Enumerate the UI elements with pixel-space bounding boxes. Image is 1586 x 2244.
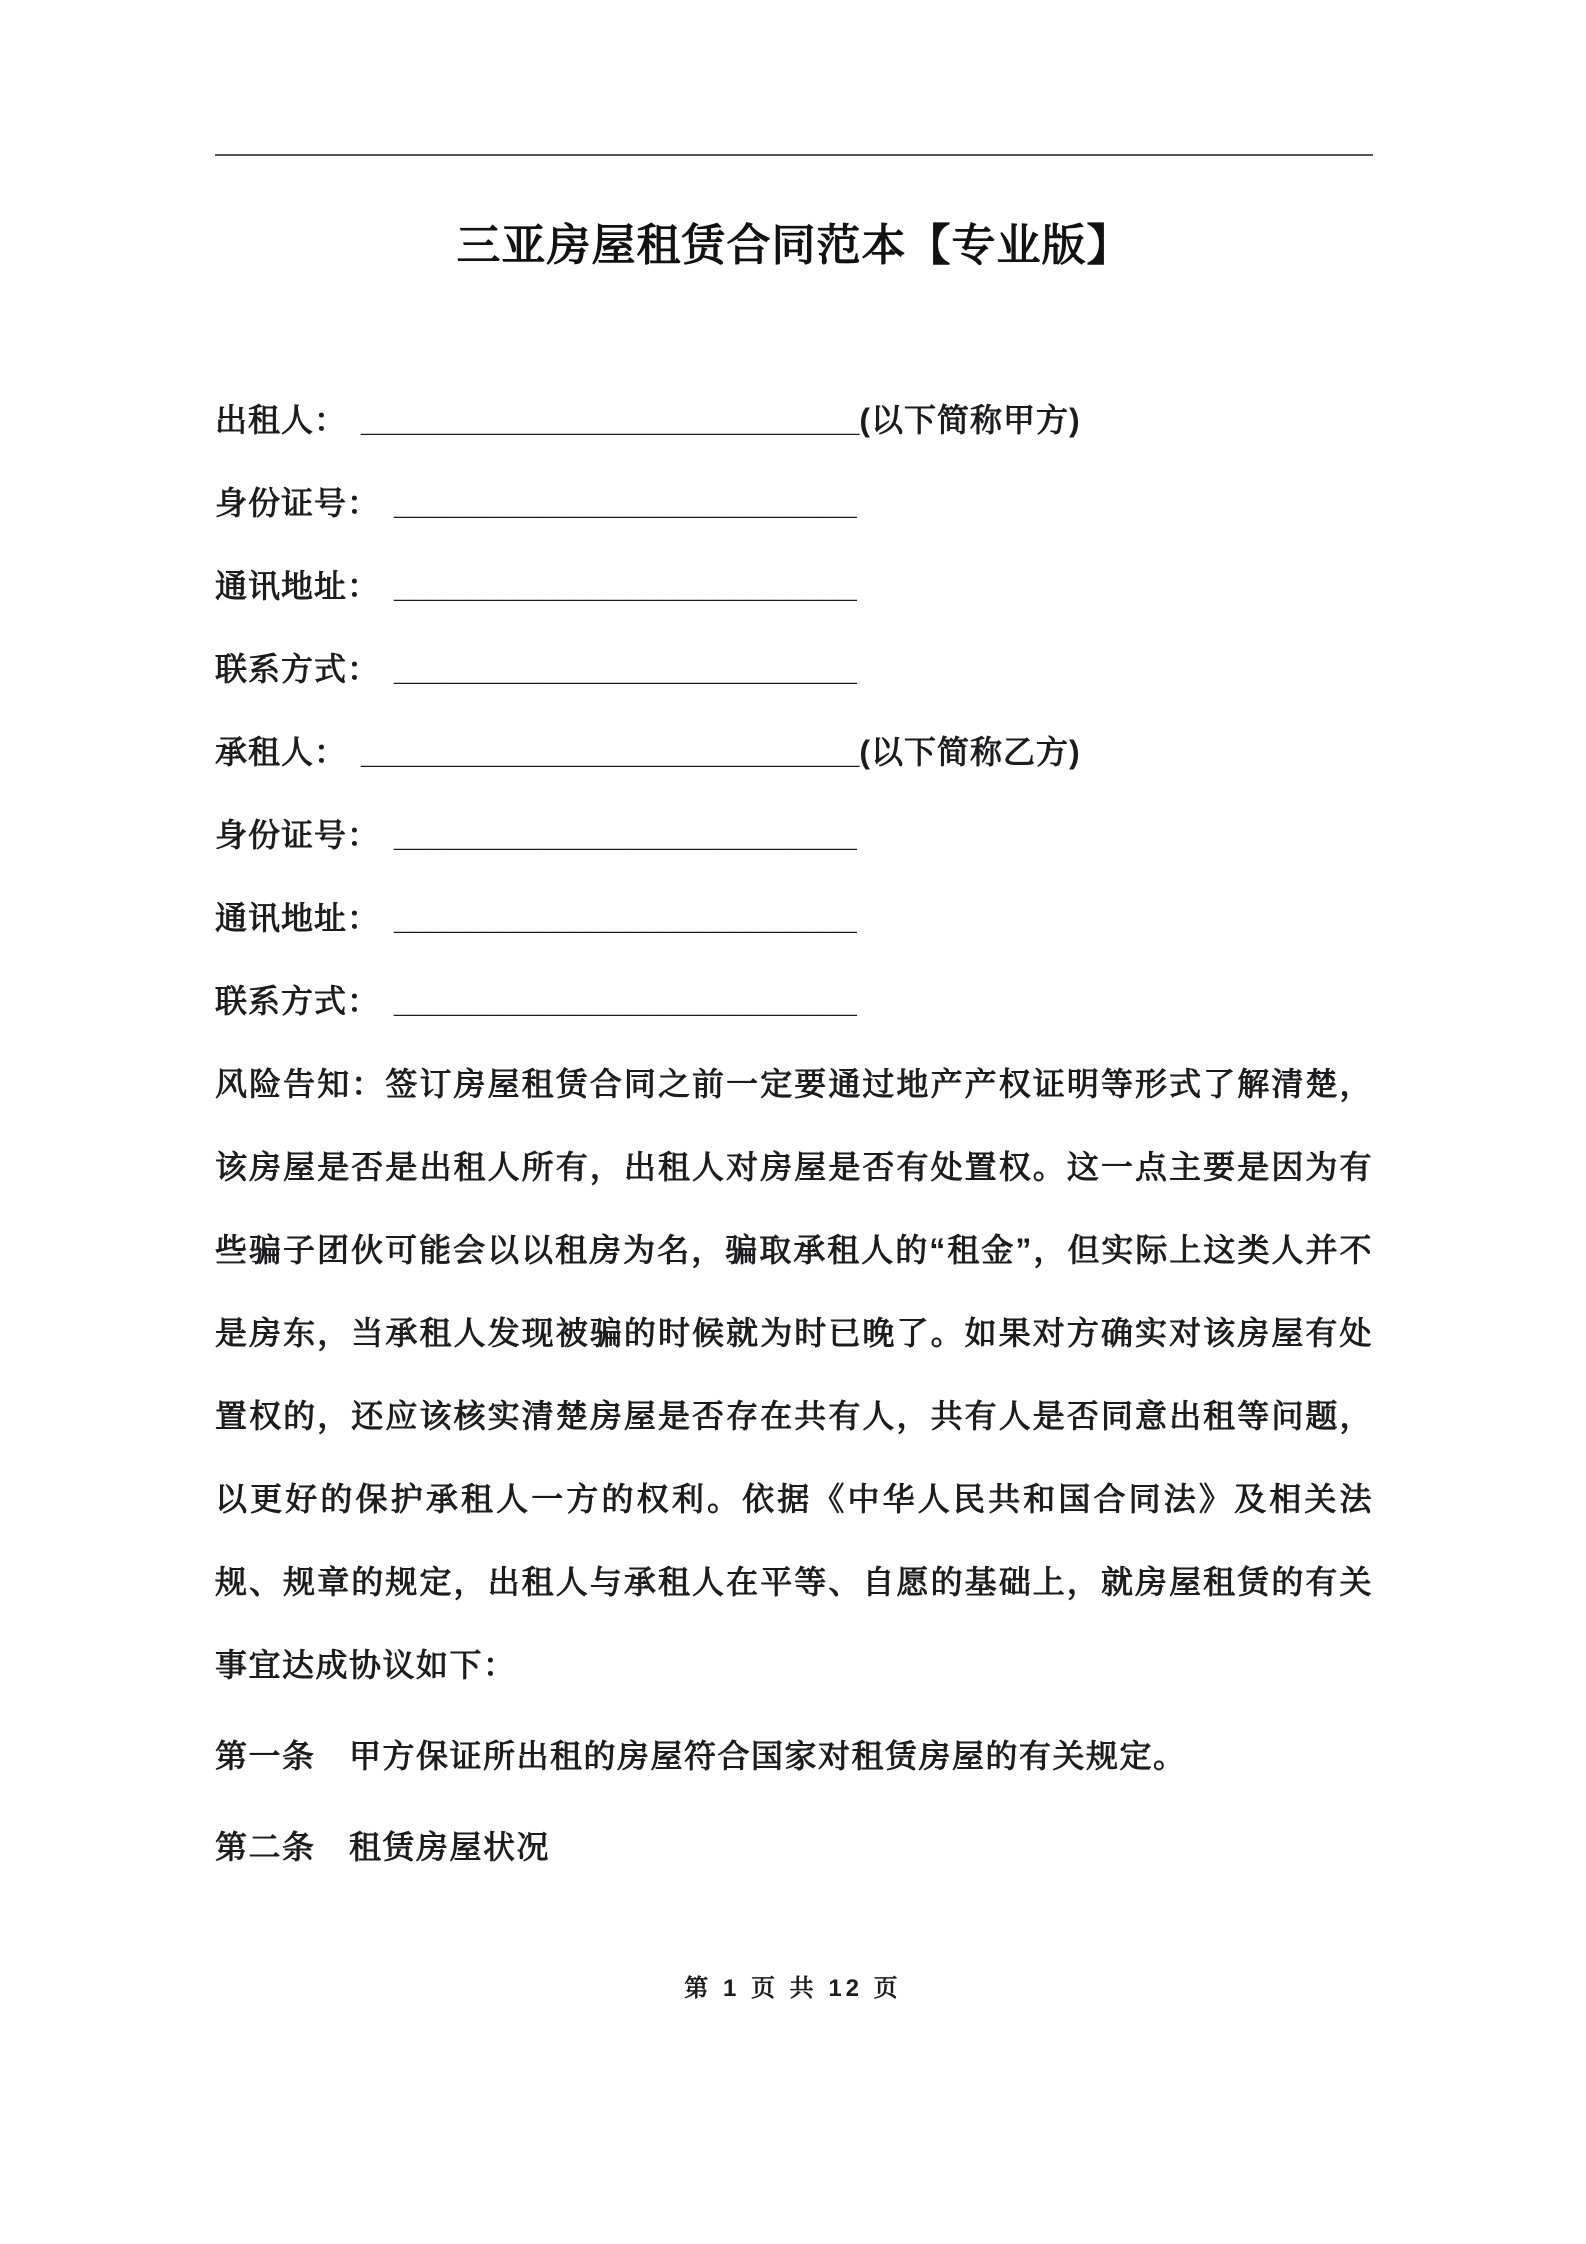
clause-1: 第一条 甲方保证所出租的房屋符合国家对租赁房屋的有关规定。 (215, 1738, 1187, 1774)
risk-notice-paragraph: 风险告知：签订房屋租赁合同之前一定要通过地产产权证明等形式了解清楚，该房屋是否是出租人所有，出租人对房屋是否有处置权。这一点主要是因为有些骗子团伙可能会以以租房为名，骗取承租人的“租金”，但实际上这类人并不是房东，当承租人发现被骗的时候就为时已晚了。如果对方确实对该房屋有处置权的，还应该核实清楚房屋是否存在共有人，共有人是否同意出租等问题，以更好的保护承租人一方的权利。依据《中华人民共和国合同法》及相关法规、规章的规定，出租人与承租人在平等、自愿的基础上，就房屋租赁的有关事宜达成协议如下： (215, 1066, 1373, 1683)
field-label: 联系方式： (215, 983, 381, 1019)
clause-2: 第二条 租赁房屋状况 (215, 1829, 551, 1865)
document-title: 三亚房屋租赁合同范本【专业版】 (456, 221, 1132, 270)
field-row-lessee-id (215, 794, 1373, 877)
field-row-lessor-id (215, 462, 1373, 545)
field-blank: ____________________________ (361, 402, 860, 438)
field-blank: __________________________ (394, 485, 857, 521)
field-blank: __________________________ (394, 817, 857, 853)
field-blank: __________________________ (394, 651, 857, 687)
field-row-lessor-address (215, 545, 1373, 628)
field-label: 出租人： (215, 402, 348, 438)
field-suffix: (以下简称乙方) (859, 734, 1081, 770)
field-row-lessor (215, 379, 1373, 462)
field-suffix: (以下简称甲方) (859, 402, 1081, 438)
field-label: 通讯地址： (215, 568, 381, 604)
field-row-lessee-address (215, 877, 1373, 960)
field-row-lessee (215, 711, 1373, 794)
field-row-lessor-contact (215, 628, 1373, 711)
field-label: 承租人： (215, 734, 348, 770)
field-blank: ____________________________ (361, 734, 860, 770)
page-footer: 第 1 页 共 12 页 (684, 1975, 902, 2002)
field-blank: __________________________ (394, 568, 857, 604)
field-label: 通讯地址： (215, 900, 381, 936)
field-label: 身份证号： (215, 817, 381, 853)
field-label: 联系方式： (215, 651, 381, 687)
field-blank: __________________________ (394, 983, 857, 1019)
header-rule (215, 154, 1373, 156)
field-row-lessee-contact (215, 960, 1373, 1043)
party-fields (215, 379, 1373, 1043)
field-blank: __________________________ (394, 900, 857, 936)
field-label: 身份证号： (215, 485, 381, 521)
